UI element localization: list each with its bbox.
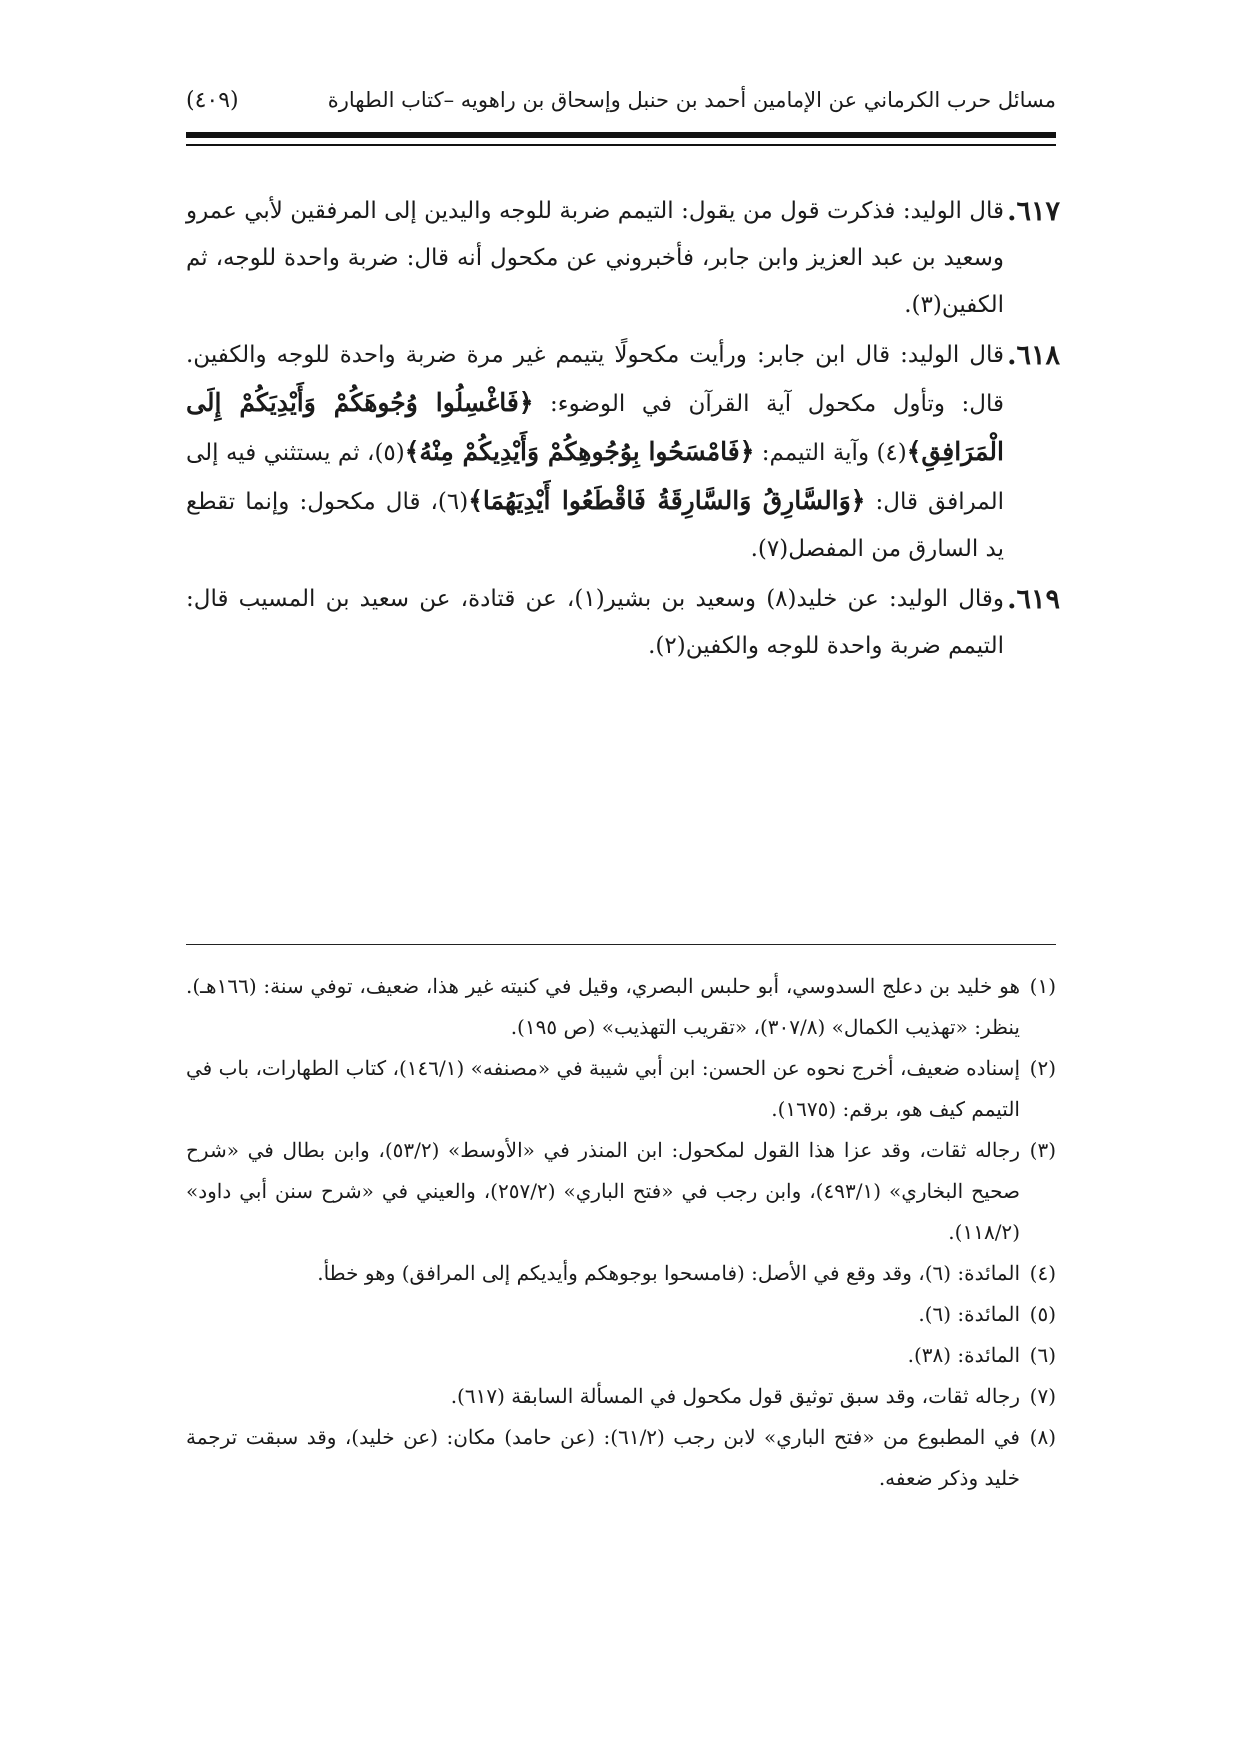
paragraph-text: قال الوليد: قال ابن جابر: ورأيت مكحولًا يتيمم غير مرة ضربة واحدة للوجه والكفين. قال: وتأول مكحول آية القرآن في الوضوء: — [186, 342, 1005, 417]
paragraph-text: (٤) وآية التيمم: — [761, 440, 907, 466]
paragraph-number: ٦١٨. — [1007, 340, 1060, 371]
footnote-text: المائدة: (٣٨). — [907, 1343, 1020, 1367]
footnote-number: (٧) — [1029, 1384, 1056, 1408]
footnote — [186, 1335, 1056, 1376]
footnote-number: (٤) — [1029, 1261, 1056, 1285]
footnote-text: رجاله ثقات، وقد سبق توثيق قول مكحول في المسألة السابقة (٦١٧). — [450, 1384, 1020, 1408]
footnote-number: (٢) — [1029, 1056, 1056, 1080]
footnote — [186, 1253, 1056, 1294]
footnote-number: (٨) — [1029, 1425, 1056, 1449]
footnote — [186, 1417, 1056, 1499]
footnote-text: المائدة: (٦)، وقد وقع في الأصل: (فامسحوا بوجوهكم وأيديكم إلى المرافق) وهو خطأ. — [317, 1261, 1020, 1285]
paragraph-619 — [186, 576, 1060, 670]
footnote — [186, 1376, 1056, 1417]
page-header — [186, 88, 1056, 122]
footnote-number: (٣) — [1029, 1138, 1056, 1162]
paragraph-text: وقال الوليد: عن خليد(٨) وسعيد بن بشير(١)، عن قتادة، عن سعيد بن المسيب قال: التيمم ضربة واحدة للوجه والكفين(٢). — [186, 586, 1005, 659]
footnote-text: هو خليد بن دعلج السدوسي، أبو حلبس البصري، وقيل في كنيته غير هذا، ضعيف، توفي سنة: (١٦٦هـ). ينظر: «تهذيب الكمال» (٣٠٧/٨)، «تقريب التهذيب» (ص ١٩٥). — [186, 974, 1020, 1039]
page-number: (٤٠٩) — [186, 88, 239, 113]
footnote — [186, 966, 1056, 1048]
header-rule-thin — [186, 144, 1056, 146]
paragraph-text: (٥)، ثم يستثني فيه إلى المرافق قال: — [186, 440, 1004, 515]
footnote-text: إسناده ضعيف، أخرج نحوه عن الحسن: ابن أبي شيبة في «مصنفه» (١٤٦/١)، كتاب الطهارات، باب في التيمم كيف هو، برقم: (١٦٧٥). — [186, 1056, 1020, 1121]
footnote-text: رجاله ثقات، وقد عزا هذا القول لمكحول: ابن المنذر في «الأوسط» (٥٣/٢)، وابن بطال في «شرح صحيح البخاري» (٤٩٣/١)، وابن رجب في «فتح الباري» (٢٥٧/٢)، والعيني في «شرح سنن أبي داود» (١١٨/٢). — [186, 1138, 1021, 1244]
footnote — [186, 1294, 1056, 1335]
paragraph-617 — [186, 188, 1060, 329]
paragraph-text: قال الوليد: فذكرت قول من يقول: التيمم ضربة للوجه واليدين إلى المرفقين لأبي عمرو وسعيد بن عبد العزيز وابن جابر، فأخبروني عن مكحول أنه قال: ضربة واحدة للوجه، ثم الكفين(٣). — [186, 198, 1004, 318]
footnote-separator — [186, 944, 1056, 945]
footnote — [186, 1130, 1056, 1253]
footnote — [186, 1048, 1056, 1130]
paragraph-number: ٦١٧. — [1007, 196, 1060, 227]
footnote-number: (٥) — [1029, 1302, 1056, 1326]
quran-verse: ﴿فَاغْسِلُوا وُجُوهَكُمْ وَأَيْدِيَكُمْ إِلَى الْمَرَافِقِ﴾ — [186, 388, 1004, 466]
footnote-number: (١) — [1029, 974, 1056, 998]
quran-verse: ﴿وَالسَّارِقُ وَالسَّارِقَةُ فَاقْطَعُوا أَيْدِيَهُمَا﴾ — [468, 486, 866, 515]
quran-verse: ﴿فَامْسَحُوا بِوُجُوهِكُمْ وَأَيْدِيكُمْ مِنْهُ﴾ — [404, 437, 755, 466]
page — [186, 0, 1060, 1754]
paragraph-number: ٦١٩. — [1007, 584, 1060, 615]
paragraph-618 — [186, 332, 1060, 573]
footnotes — [186, 966, 1056, 1499]
footnote-number: (٦) — [1029, 1343, 1056, 1367]
paragraph-text: (٦)، قال مكحول: وإنما تقطع يد السارق من المفصل(٧). — [186, 489, 1004, 562]
main-text — [186, 188, 1060, 673]
footnote-text: المائدة: (٦). — [918, 1302, 1020, 1326]
running-title: مسائل حرب الكرماني عن الإمامين أحمد بن حنبل وإسحاق بن راهويه –كتاب الطهارة — [327, 88, 1056, 112]
footnote-text: في المطبوع من «فتح الباري» لابن رجب (٦١/٢): (عن حامد) مكان: (عن خليد)، وقد سبقت ترجمة خليد وذكر ضعفه. — [186, 1425, 1020, 1490]
header-rule-thick — [186, 132, 1056, 138]
